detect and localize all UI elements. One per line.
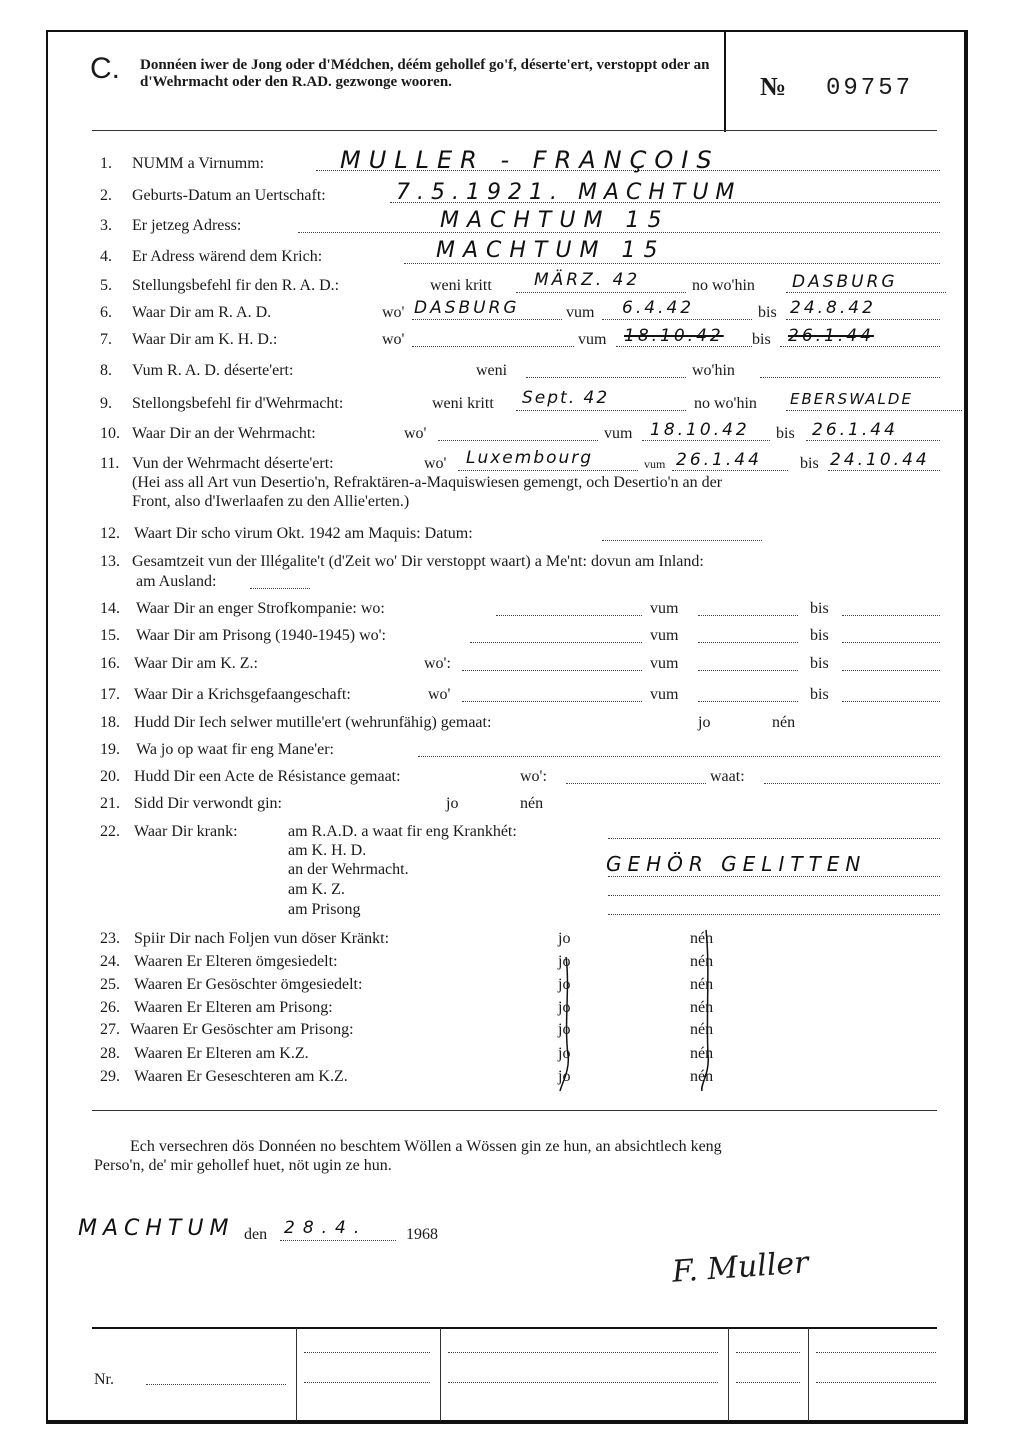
header-divider xyxy=(724,32,726,132)
item-27-label: Waaren Er Gesöschter am Prisong: xyxy=(130,1021,354,1038)
item-4-label: Er Adress wärend dem Krich: xyxy=(132,248,323,265)
item-18-label: Hudd Dir Iech selwer mutille'ert (wehrunfähig) gemaat: xyxy=(134,714,492,731)
item-23-number: 23. xyxy=(100,930,120,947)
item-14-bis-label: bis xyxy=(810,600,829,617)
item-5-wohin-label: no wo'hin xyxy=(692,277,755,294)
item-14-vum-line xyxy=(698,615,798,616)
item-8-number: 8. xyxy=(100,362,112,379)
item-2-label: Geburts-Datum an Uertschaft: xyxy=(132,187,326,204)
item-18-nen: nén xyxy=(772,714,796,731)
item-26-number: 26. xyxy=(100,999,120,1016)
item-11-wo-label: wo' xyxy=(424,455,447,472)
item-22-sub-kz: am K. Z. xyxy=(288,881,345,898)
item-22-sub-wehrmacht: an der Wehrmacht. xyxy=(288,861,409,878)
item-21-label: Sidd Dir verwondt gin: xyxy=(134,795,282,812)
item-29-label: Waaren Er Geseschteren am K.Z. xyxy=(134,1068,348,1085)
place-value: MACHTUM xyxy=(78,1216,235,1241)
item-10-vum-value: 18.10.42 xyxy=(650,420,750,440)
section-letter: C. xyxy=(90,52,120,85)
item-19-field-line xyxy=(418,756,940,757)
item-14-wo-line xyxy=(496,615,642,616)
item-23-nen: nén xyxy=(690,930,714,947)
signature: F. Muller xyxy=(670,1245,810,1290)
year-text: 1968 xyxy=(406,1226,438,1243)
item-16-bis-label: bis xyxy=(810,655,829,672)
item-22-sub-rad: am R.A.D. a waat fir eng Krankhét: xyxy=(288,823,517,840)
declaration-line-2: Perso'n, de' mir gehollef huet, nöt ugin ze hun. xyxy=(94,1157,392,1174)
item-1-number: 1. xyxy=(100,155,112,172)
item-29-nen: nén xyxy=(690,1068,714,1085)
item-9-wohin-label: no wo'hin xyxy=(694,395,757,412)
item-17-number: 17. xyxy=(100,686,120,703)
item-10-number: 10. xyxy=(100,425,120,442)
item-7-bis-value: 26.1.44 xyxy=(788,326,874,346)
item-9-wohin-value: EBERSWALDE xyxy=(790,390,913,408)
item-20-wo-label: wo': xyxy=(520,768,547,785)
item-15-wo-line xyxy=(470,642,642,643)
item-24-label: Waaren Er Elteren ömgesiedelt: xyxy=(134,953,338,970)
item-6-bis-value: 24.8.42 xyxy=(790,298,876,318)
item-1-label: NUMM a Virnumm: xyxy=(132,155,265,172)
item-21-nen: nén xyxy=(520,795,544,812)
item-15-vum-label: vum xyxy=(650,627,679,644)
item-10-label: Waar Dir an der Wehrmacht: xyxy=(132,425,316,442)
item-10-vum-line xyxy=(642,440,770,441)
item-26-label: Waaren Er Elteren am Prisong: xyxy=(134,999,333,1016)
answer-strike-marks xyxy=(540,925,740,1095)
item-22-line-1 xyxy=(608,838,940,839)
date-line xyxy=(280,1240,396,1241)
item-11-number: 11. xyxy=(100,455,120,472)
item-15-bis-label: bis xyxy=(810,627,829,644)
item-16-label: Waar Dir am K. Z.: xyxy=(134,655,258,672)
item-22-line-2 xyxy=(608,876,940,877)
bottom-box-divider-2 xyxy=(440,1328,441,1421)
item-15-label: Waar Dir am Prisong (1940-1945) wo': xyxy=(136,627,386,644)
form-title: Donnéen iwer de Jong oder d'Médchen, déém gehollef go'f, déserte'ert, verstoppt oder an d'Wehrmacht oder den R.AD. gezwonge wooren. xyxy=(140,57,710,90)
item-20-waat-label: waat: xyxy=(710,768,745,785)
item-15-number: 15. xyxy=(100,627,120,644)
item-17-bis-label: bis xyxy=(810,686,829,703)
item-7-bis-line xyxy=(780,346,940,347)
item-5-weni-label: weni kritt xyxy=(430,277,492,294)
item-6-wo-value: DASBURG xyxy=(414,298,520,318)
item-25-number: 25. xyxy=(100,976,120,993)
item-11-bis-label: bis xyxy=(800,455,819,472)
item-8-label: Vum R. A. D. déserte'ert: xyxy=(132,362,294,379)
item-9-wohin-line xyxy=(786,410,962,411)
item-25-jo: jo xyxy=(558,976,571,993)
item-10-wo-label: wo' xyxy=(404,425,427,442)
declaration-line-1: Ech versechren dös Donnéen no beschtem Wöllen a Wössen gin ze hun, an absichtlech keng xyxy=(130,1138,722,1155)
item-11-vum-label: vum xyxy=(644,457,666,471)
item-12-field-line xyxy=(602,540,762,541)
item-22-value: GEHÖR GELITTEN xyxy=(606,852,867,876)
item-11-vum-value: 26.1.44 xyxy=(676,450,762,470)
box-2-line-1 xyxy=(304,1352,430,1353)
item-6-vum-line xyxy=(602,319,752,320)
item-18-number: 18. xyxy=(100,714,120,731)
item-3-value: MACHTUM 15 xyxy=(440,208,670,233)
item-6-wo-label: wo' xyxy=(382,304,405,321)
item-3-label: Er jetzeg Adress: xyxy=(132,217,242,234)
box-5-line-1 xyxy=(816,1352,936,1353)
item-15-bis-line xyxy=(842,642,940,643)
item-9-weni-line xyxy=(516,410,686,411)
item-16-vum-label: vum xyxy=(650,655,679,672)
item-21-number: 21. xyxy=(100,795,120,812)
item-12-label: Waart Dir scho virum Okt. 1942 am Maquis: Datum: xyxy=(134,525,473,542)
item-17-label: Waar Dir a Krichsgefaangeschaft: xyxy=(134,686,351,703)
item-12-number: 12. xyxy=(100,525,120,542)
item-9-label: Stellongsbefehl fir d'Wehrmacht: xyxy=(132,395,344,412)
box-5-line-2 xyxy=(816,1382,936,1383)
item-28-label: Waaren Er Elteren am K.Z. xyxy=(134,1045,309,1062)
number-label: № xyxy=(760,72,787,101)
item-13-label-2: am Ausland: xyxy=(136,573,217,590)
item-4-value: MACHTUM 15 xyxy=(436,238,666,263)
item-27-jo: jo xyxy=(558,1021,571,1038)
item-25-nen: nén xyxy=(690,976,714,993)
bottom-box-divider-3 xyxy=(728,1328,729,1421)
item-10-bis-line xyxy=(806,440,940,441)
item-7-label: Waar Dir am K. H. D.: xyxy=(132,331,278,348)
item-11-wo-value: Luxembourg xyxy=(466,448,594,468)
item-29-jo: jo xyxy=(558,1068,571,1085)
item-8-weni-line xyxy=(526,377,686,378)
bottom-box-divider-4 xyxy=(808,1328,809,1421)
item-5-label: Stellungsbefehl fir den R. A. D.: xyxy=(132,277,340,294)
item-28-jo: jo xyxy=(558,1045,571,1062)
den-label: den xyxy=(244,1226,268,1243)
item-24-jo: jo xyxy=(558,953,571,970)
item-11-bis-line xyxy=(828,470,940,471)
item-20-label: Hudd Dir een Acte de Résistance gemaat: xyxy=(134,768,401,785)
item-2-number: 2. xyxy=(100,187,112,204)
item-5-wohin-value: DASBURG xyxy=(792,272,898,292)
item-8-wohin-label: wo'hin xyxy=(692,362,735,379)
item-3-number: 3. xyxy=(100,217,112,234)
item-25-label: Waaren Er Gesöschter ömgesiedelt: xyxy=(134,976,363,993)
bottom-box-divider-1 xyxy=(296,1328,297,1421)
date-value: 28.4. xyxy=(284,1218,368,1238)
item-11-bis-value: 24.10.44 xyxy=(830,450,930,470)
nr-field-line xyxy=(146,1384,286,1385)
item-17-wo-label: wo' xyxy=(428,686,451,703)
item-15-vum-line xyxy=(698,642,798,643)
item-11-vum-line xyxy=(672,470,788,471)
item-5-wohin-line xyxy=(786,292,946,293)
item-23-jo: jo xyxy=(558,930,571,947)
item-16-number: 16. xyxy=(100,655,120,672)
item-11-label: Vun der Wehrmacht déserte'ert: xyxy=(132,455,334,472)
item-22-line-4 xyxy=(608,914,940,915)
bottom-box-top xyxy=(92,1327,937,1329)
item-7-vum-value: 18.10.42 xyxy=(624,326,724,346)
item-21-jo: jo xyxy=(446,795,459,812)
item-13-field-line xyxy=(250,588,310,589)
item-5-weni-line xyxy=(516,292,686,293)
item-17-vum-line xyxy=(698,701,798,702)
item-9-weni-value: Sept. 42 xyxy=(522,388,610,408)
item-11-note-line-1: (Hei ass all Art vun Desertio'n, Refraktären-a-Maquiswiesen gemengt, och Desertio'n an der xyxy=(132,474,723,491)
item-7-vum-label: vum xyxy=(578,331,607,348)
item-7-number: 7. xyxy=(100,331,112,348)
item-22-number: 22. xyxy=(100,823,120,840)
item-22-sub-prisong: am Prisong xyxy=(288,901,361,918)
item-19-number: 19. xyxy=(100,741,120,758)
item-10-bis-value: 26.1.44 xyxy=(812,420,898,440)
nr-label: Nr. xyxy=(94,1371,114,1388)
item-11-wo-line xyxy=(458,470,638,471)
declaration-rule xyxy=(92,1110,937,1111)
item-7-wo-label: wo' xyxy=(382,331,405,348)
item-20-wo-line xyxy=(566,783,706,784)
item-16-vum-line xyxy=(698,670,798,671)
item-22-sub-khd: am K. H. D. xyxy=(288,842,367,859)
box-3-line-1 xyxy=(448,1352,718,1353)
item-28-number: 28. xyxy=(100,1045,120,1062)
item-22-label: Waar Dir krank: xyxy=(134,823,238,840)
item-17-wo-line xyxy=(462,701,642,702)
item-26-nen: nén xyxy=(690,999,714,1016)
box-2-line-2 xyxy=(304,1382,430,1383)
item-17-bis-line xyxy=(842,701,940,702)
item-28-nen: nén xyxy=(690,1045,714,1062)
item-16-bis-line xyxy=(842,670,940,671)
item-1-value: MULLER - FRANÇOIS xyxy=(340,146,720,174)
item-27-number: 27. xyxy=(100,1021,120,1038)
item-24-number: 24. xyxy=(100,953,120,970)
item-6-number: 6. xyxy=(100,304,112,321)
item-16-wo-label: wo': xyxy=(424,655,451,672)
item-7-vum-line xyxy=(616,346,752,347)
item-14-label: Waar Dir an enger Strofkompanie: wo: xyxy=(136,600,385,617)
item-26-jo: jo xyxy=(558,999,571,1016)
item-6-vum-label: vum xyxy=(566,304,595,321)
item-5-number: 5. xyxy=(100,277,112,294)
item-11-note-line-2: Front, also d'Iwerlaafen zu den Allie'erten.) xyxy=(132,493,410,510)
item-6-vum-value: 6.4.42 xyxy=(622,298,695,318)
item-9-weni-label: weni kritt xyxy=(432,395,494,412)
item-16-wo-line xyxy=(462,670,642,671)
item-13-label: Gesamtzeit vun der Illégalite't (d'Zeit wo' Dir verstoppt waart) a Me'nt: dovun am Inland: xyxy=(132,553,704,570)
item-5-weni-value: MÄRZ. 42 xyxy=(534,270,641,290)
box-4-line-2 xyxy=(736,1382,800,1383)
item-2-value: 7.5.1921. MACHTUM xyxy=(396,180,742,205)
item-10-wo-line xyxy=(438,440,598,441)
item-29-number: 29. xyxy=(100,1068,120,1085)
item-13-number: 13. xyxy=(100,553,120,570)
item-14-vum-label: vum xyxy=(650,600,679,617)
item-18-jo: jo xyxy=(698,714,711,731)
item-7-bis-label: bis xyxy=(752,331,771,348)
item-19-label: Wa jo op waat fir eng Mane'er: xyxy=(136,741,334,758)
header-rule xyxy=(92,130,937,131)
item-17-vum-label: vum xyxy=(650,686,679,703)
item-8-weni-label: weni xyxy=(476,362,508,379)
serial-number: 09757 xyxy=(826,75,914,102)
item-24-nen: nén xyxy=(690,953,714,970)
box-4-line-1 xyxy=(736,1352,800,1353)
item-7-wo-line xyxy=(412,346,574,347)
item-20-waat-line xyxy=(764,783,940,784)
item-14-bis-line xyxy=(842,615,940,616)
item-6-wo-line xyxy=(412,319,562,320)
item-23-label: Spiir Dir nach Foljen vun döser Kränkt: xyxy=(134,930,390,947)
item-4-number: 4. xyxy=(100,248,112,265)
item-9-number: 9. xyxy=(100,395,112,412)
item-10-bis-label: bis xyxy=(776,425,795,442)
item-8-wohin-line xyxy=(760,377,940,378)
item-4-field-line xyxy=(404,263,940,264)
item-6-label: Waar Dir am R. A. D. xyxy=(132,304,272,321)
item-22-line-3 xyxy=(608,895,940,896)
item-6-bis-line xyxy=(786,319,940,320)
item-20-number: 20. xyxy=(100,768,120,785)
item-14-number: 14. xyxy=(100,600,120,617)
item-27-nen: nén xyxy=(690,1021,714,1038)
item-10-vum-label: vum xyxy=(604,425,633,442)
item-6-bis-label: bis xyxy=(758,304,777,321)
box-3-line-2 xyxy=(448,1382,718,1383)
